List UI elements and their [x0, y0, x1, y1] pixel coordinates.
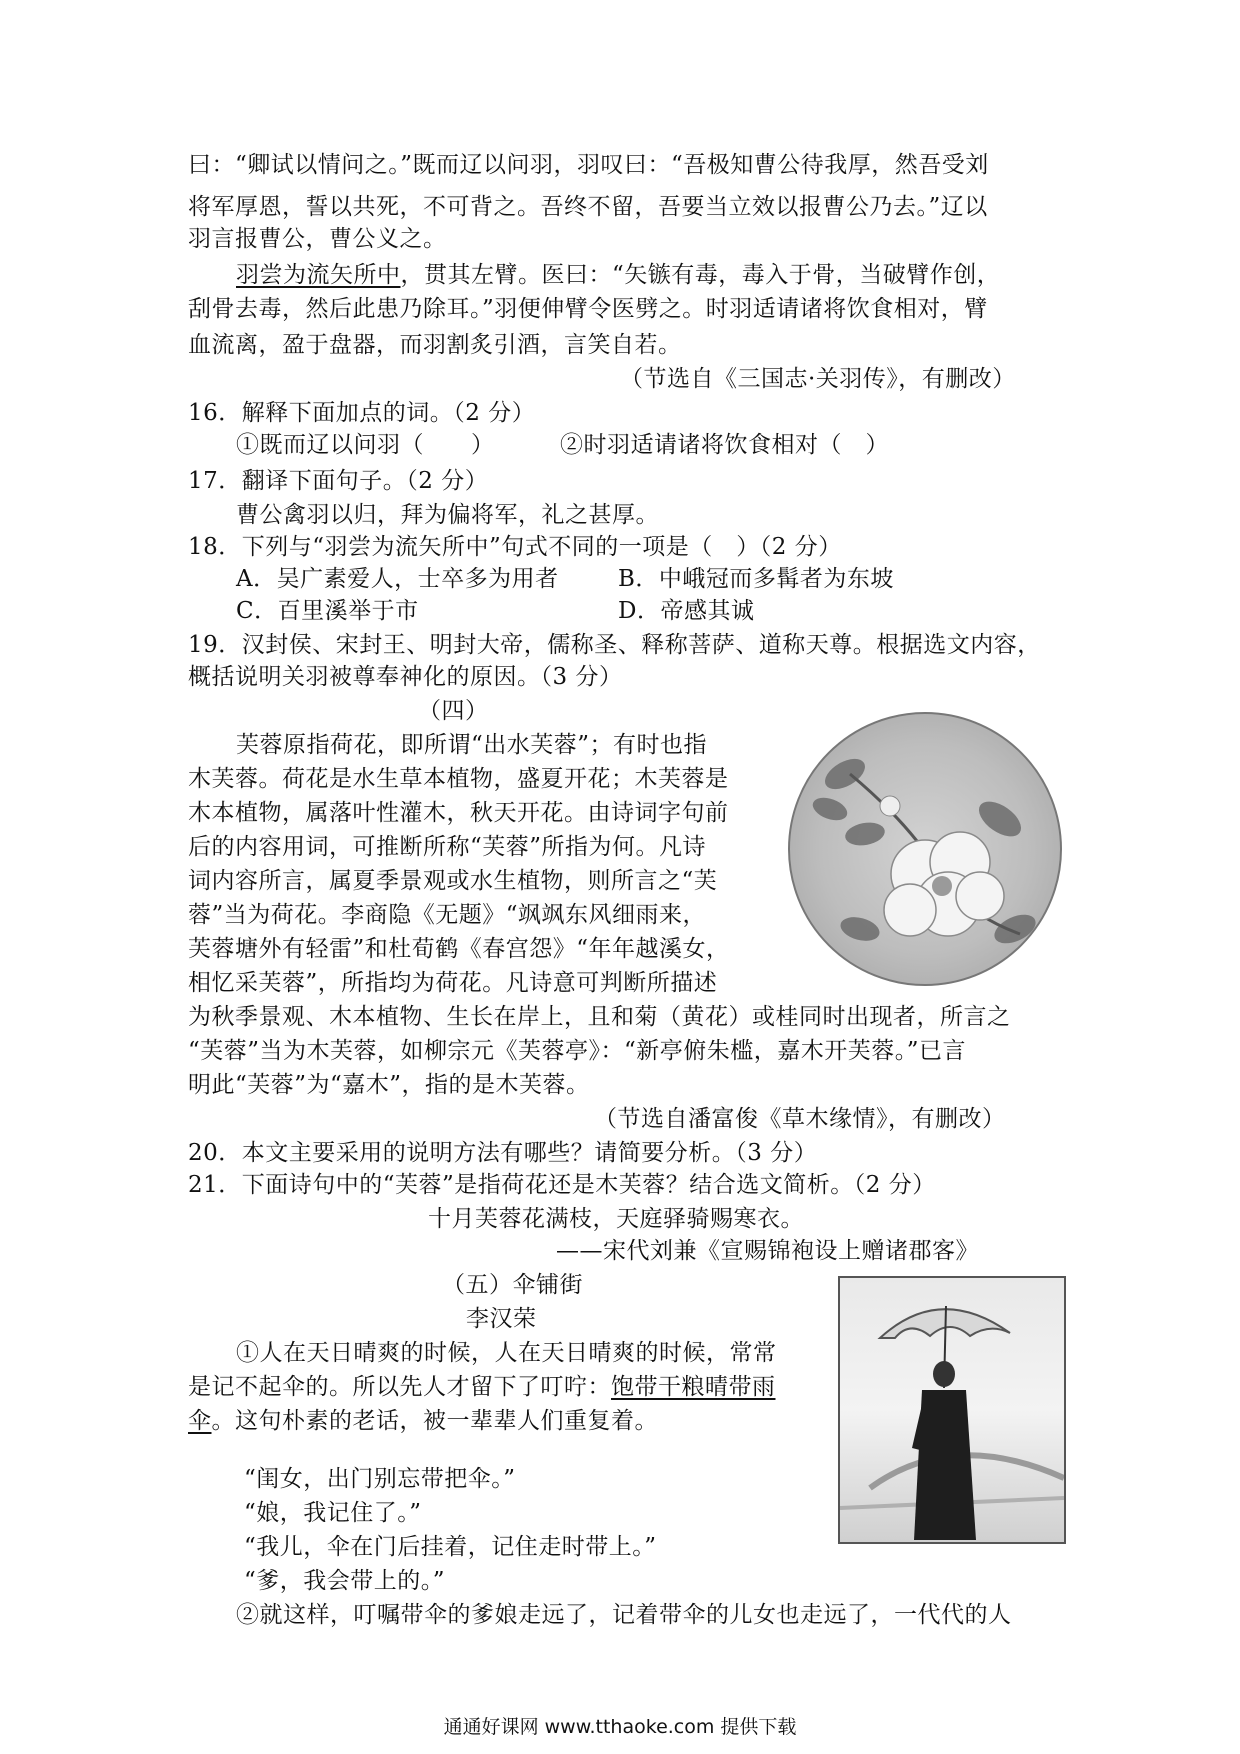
passage5-line3-text: 。这句朴素的老话，被一辈辈人们重复着。 — [211, 1408, 658, 1434]
passage5-line1: ①人在天日晴爽的时候，人在天日晴爽的时候，常常 — [236, 1340, 777, 1366]
question-17: 17．翻译下面句子。（2 分） — [188, 468, 489, 494]
question-17-sentence: 曹公禽羽以归，拜为偏将军，礼之甚厚。 — [236, 502, 659, 528]
passage4-line9: 为秋季景观、木本植物、生长在岸上，且和菊（黄花）或桂同时出现者，所言之 — [188, 1004, 1011, 1030]
passage5-line2-text: 是记不起伞的。所以先人才留下了叮咛： — [188, 1374, 611, 1400]
dialogue-line2: “娘，我记住了。” — [244, 1500, 422, 1526]
question-18: 18．下列与“羽尝为流矢所中”句式不同的一项是（ ）（2 分） — [188, 534, 842, 560]
passage4-line6: 蓉”当为荷花。李商隐《无题》“飒飒东风细雨来， — [188, 902, 707, 928]
underlined-proverb-end: 伞 — [188, 1408, 212, 1434]
passage3-line4-rest: ，贯其左臂。医曰：“矢镞有毒，毒入于骨，当破臂作创， — [400, 262, 1001, 288]
poem-source: ——宋代刘兼《宣赐锦袍设上赠诸郡客》 — [556, 1238, 979, 1264]
dialogue-line4: “爹，我会带上的。” — [244, 1568, 446, 1594]
underlined-proverb: 饱带干粮晴带雨 — [611, 1374, 776, 1400]
passage4-heading: （四） — [418, 698, 489, 724]
passage4-line11: 明此“芙蓉”为“嘉木”，指的是木芙蓉。 — [188, 1072, 590, 1098]
question-18-option-c: C．百里溪举于市 — [236, 598, 419, 624]
passage4-line3: 木本植物，属落叶性灌木，秋天开花。由诗词字句前 — [188, 800, 729, 826]
passage3-line5: 刮骨去毒，然后此患乃除耳。”羽便伸臂令医劈之。时羽适请诸将饮食相对，臂 — [188, 296, 988, 322]
question-19-line2: 概括说明关羽被尊奉神化的原因。（3 分） — [188, 664, 623, 690]
dialogue-line3: “我儿，伞在门后挂着，记住走时带上。” — [244, 1534, 657, 1560]
passage4-line1: 芙蓉原指荷花，即所谓“出水芙蓉”；有时也指 — [236, 732, 708, 758]
passage3-line2: 将军厚恩，誓以共死，不可背之。吾终不留，吾要当立效以报曹公乃去。”辽以 — [188, 194, 988, 220]
underlined-sentence: 羽尝为流矢所中 — [236, 262, 401, 288]
passage5-last-line: ②就这样，叮嘱带伞的爹娘走远了，记着带伞的儿女也走远了，一代代的人 — [236, 1602, 1012, 1628]
passage3-line6: 血流离，盈于盘器，而羽割炙引酒，言笑自若。 — [188, 332, 682, 358]
question-18-option-a: A．吴广素爱人，士卒多为用者 — [236, 566, 559, 592]
question-16-b: ②时羽适请诸将饮食相对（ ） — [560, 432, 889, 458]
question-21: 21．下面诗句中的“芙蓉”是指荷花还是木芙蓉？结合选文简析。（2 分） — [188, 1172, 936, 1198]
footer-text: 通通好课网 www.tthaoke.com 提供下载 — [443, 1716, 797, 1738]
passage4-line5: 词内容所言，属夏季景观或水生植物，则所言之“芙 — [188, 868, 718, 894]
poem-line: 十月芙蓉花满枝，天庭驿骑赐寒衣。 — [428, 1206, 804, 1232]
passage4-line10: “芙蓉”当为木芙蓉，如柳宗元《芙蓉亭》：“新亭俯朱槛，嘉木开芙蓉。”已言 — [188, 1038, 967, 1064]
hibiscus-painting-image — [788, 712, 1062, 986]
passage4-line7: 芙蓉塘外有轻雷”和杜荀鹤《春宫怨》“年年越溪女， — [188, 936, 730, 962]
passage3-source: （节选自《三国志·关羽传》，有删改） — [620, 366, 1016, 392]
passage3-line1: 曰：“卿试以情问之。”既而辽以问羽，羽叹曰：“吾极知曹公待我厚，然吾受刘 — [188, 152, 989, 178]
passage5-line2 — [188, 1370, 776, 1404]
question-16-a: ①既而辽以问羽（ ） — [236, 432, 495, 458]
passage4-source: （节选自潘富俊《草木缘情》，有删改） — [594, 1106, 1006, 1132]
question-19-line1: 19．汉封侯、宋封王、明封大帝，儒称圣、释称菩萨、道称天尊。根据选文内容， — [188, 632, 1041, 658]
passage5-line3 — [188, 1404, 658, 1438]
passage5-title: （五）伞铺街 — [442, 1272, 583, 1298]
passage3-line4 — [236, 258, 1000, 292]
passage5-author: 李汉荣 — [466, 1306, 537, 1332]
passage3-line3: 羽言报曹公，曹公义之。 — [188, 226, 447, 252]
dialogue-line1: “闺女，出门别忘带把伞。” — [244, 1466, 516, 1492]
passage4-line4: 后的内容用词，可推断所称“芙蓉”所指为何。凡诗 — [188, 834, 707, 860]
question-20: 20．本文主要采用的说明方法有哪些？请简要分析。（3 分） — [188, 1140, 818, 1166]
question-18-option-b: B．中峨冠而多髯者为东坡 — [618, 566, 894, 592]
passage4-line8: 相忆采芙蓉”，所指均为荷花。凡诗意可判断所描述 — [188, 970, 718, 996]
question-16: 16．解释下面加点的词。（2 分） — [188, 400, 536, 426]
passage4-line2: 木芙蓉。荷花是水生草本植物，盛夏开花；木芙蓉是 — [188, 766, 729, 792]
umbrella-woman-photo — [838, 1276, 1066, 1544]
question-18-option-d: D．帝感其诚 — [618, 598, 755, 624]
